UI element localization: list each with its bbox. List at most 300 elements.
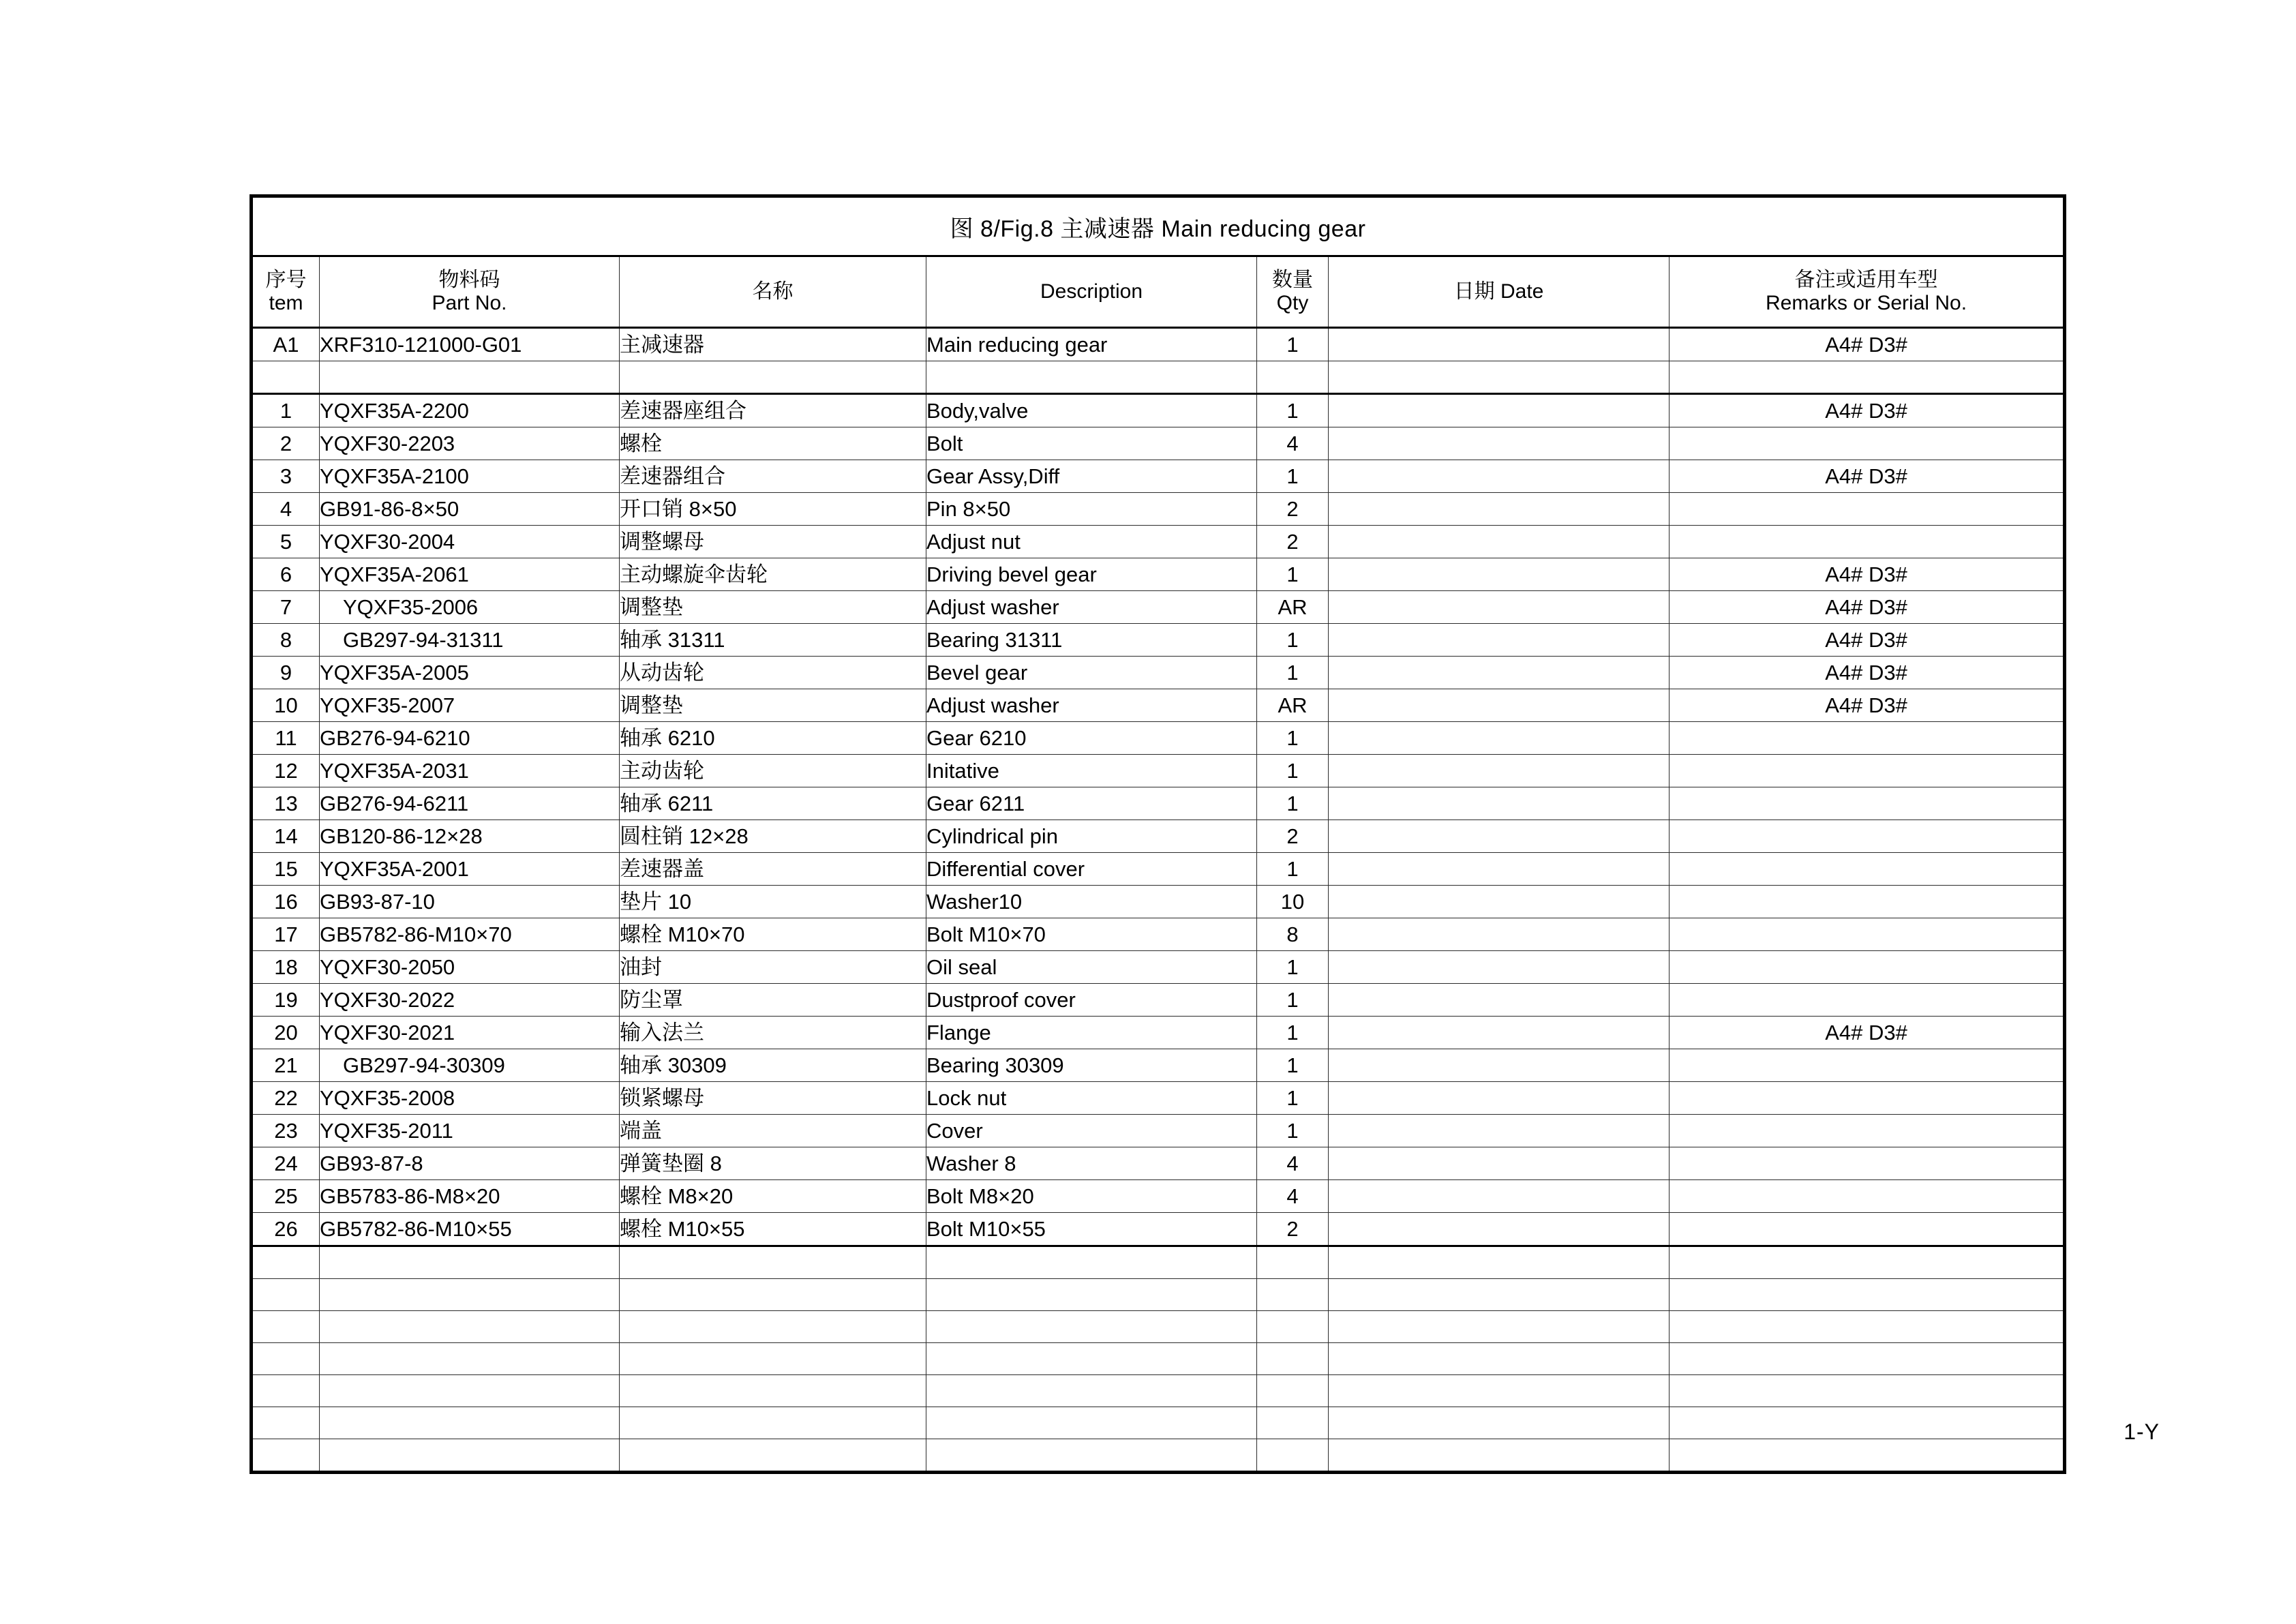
- cell-name: 开口销 8×50: [620, 493, 926, 526]
- cell-item: 20: [252, 1017, 320, 1049]
- cell-partno: GB93-87-8: [320, 1147, 620, 1180]
- cell-remarks: [1670, 918, 2065, 951]
- blank-cell: [320, 1407, 620, 1439]
- cell-name: 调整螺母: [620, 526, 926, 558]
- parts-table: [250, 194, 2066, 1474]
- cell-remarks: [1670, 493, 2065, 526]
- cell-qty: 4: [1257, 1180, 1329, 1213]
- cell-remarks: [1670, 951, 2065, 984]
- cell-name: 轴承 31311: [620, 624, 926, 657]
- parts-table-container: [250, 194, 2063, 1474]
- cell-date: [1329, 493, 1670, 526]
- blank-cell: [1329, 1375, 1670, 1407]
- cell-partno: YQXF30-2203: [320, 427, 620, 460]
- cell-desc: Differential cover: [926, 853, 1257, 886]
- cell-qty: 1: [1257, 558, 1329, 591]
- cell-desc: Gear 6211: [926, 787, 1257, 820]
- cell-date: [1329, 1082, 1670, 1115]
- spacer-cell: [620, 361, 926, 394]
- cell-name: 差速器盖: [620, 853, 926, 886]
- cell-partno: YQXF30-2022: [320, 984, 620, 1017]
- blank-cell: [320, 1279, 620, 1311]
- cell-qty: 1: [1257, 460, 1329, 493]
- cell-item: 15: [252, 853, 320, 886]
- cell-qty: 2: [1257, 493, 1329, 526]
- cell-partno: YQXF35A-2031: [320, 755, 620, 787]
- cell-partno: GB297-94-30309: [320, 1049, 620, 1082]
- column-header-label: Description: [1040, 280, 1143, 303]
- blank-cell: [926, 1279, 1257, 1311]
- blank-cell: [620, 1279, 926, 1311]
- cell-item: 13: [252, 787, 320, 820]
- cell-desc: Cylindrical pin: [926, 820, 1257, 853]
- cell-name: 主动螺旋伞齿轮: [620, 558, 926, 591]
- cell-qty: 1: [1257, 722, 1329, 755]
- cell-date: [1329, 755, 1670, 787]
- column-header-cn: 备注或适用车型: [1794, 269, 1938, 292]
- column-header-label: 日期 Date: [1453, 280, 1544, 303]
- table-row: [252, 1180, 2065, 1213]
- blank-cell: [252, 1343, 320, 1375]
- cell-qty: 1: [1257, 1017, 1329, 1049]
- cell-desc: Bevel gear: [926, 657, 1257, 689]
- cell-qty: 4: [1257, 427, 1329, 460]
- cell-qty: 1: [1257, 984, 1329, 1017]
- cell-item: A1: [252, 328, 320, 361]
- cell-item: 19: [252, 984, 320, 1017]
- table-row: [252, 558, 2065, 591]
- cell-desc: Washer10: [926, 886, 1257, 918]
- column-header-en: tem: [269, 292, 303, 314]
- cell-date: [1329, 1017, 1670, 1049]
- blank-cell: [1257, 1311, 1329, 1343]
- spacer-cell: [926, 361, 1257, 394]
- cell-remarks: [1670, 1180, 2065, 1213]
- cell-partno: YQXF35A-2100: [320, 460, 620, 493]
- cell-name: 轴承 6210: [620, 722, 926, 755]
- cell-partno: YQXF35A-2061: [320, 558, 620, 591]
- column-header-desc: [926, 256, 1257, 328]
- cell-date: [1329, 787, 1670, 820]
- table-row: [252, 1213, 2065, 1246]
- cell-desc: Washer 8: [926, 1147, 1257, 1180]
- cell-desc: Gear 6210: [926, 722, 1257, 755]
- cell-remarks: [1670, 820, 2065, 853]
- blank-cell: [252, 1439, 320, 1473]
- blank-cell: [1670, 1343, 2065, 1375]
- cell-remarks: A4# D3#: [1670, 460, 2065, 493]
- column-header-cn: 数量: [1272, 269, 1313, 292]
- cell-date: [1329, 689, 1670, 722]
- cell-name: 螺栓: [620, 427, 926, 460]
- cell-desc: Bolt: [926, 427, 1257, 460]
- cell-remarks: [1670, 1147, 2065, 1180]
- cell-item: 24: [252, 1147, 320, 1180]
- cell-date: [1329, 1213, 1670, 1246]
- cell-date: [1329, 657, 1670, 689]
- blank-cell: [1257, 1343, 1329, 1375]
- cell-date: [1329, 1180, 1670, 1213]
- cell-qty: 1: [1257, 951, 1329, 984]
- cell-item: 12: [252, 755, 320, 787]
- cell-name: 轴承 30309: [620, 1049, 926, 1082]
- blank-cell: [620, 1343, 926, 1375]
- table-row: [252, 1049, 2065, 1082]
- cell-remarks: [1670, 526, 2065, 558]
- cell-remarks: [1670, 1082, 2065, 1115]
- cell-qty: 1: [1257, 328, 1329, 361]
- cell-remarks: A4# D3#: [1670, 328, 2065, 361]
- table-row: [252, 1017, 2065, 1049]
- column-header-qty: [1257, 256, 1329, 328]
- cell-item: 14: [252, 820, 320, 853]
- table-row: [252, 427, 2065, 460]
- cell-partno: YQXF35-2008: [320, 1082, 620, 1115]
- spacer-row: [252, 361, 2065, 394]
- table-row: [252, 526, 2065, 558]
- cell-partno: GB5783-86-M8×20: [320, 1180, 620, 1213]
- blank-cell: [926, 1439, 1257, 1473]
- cell-desc: Dustproof cover: [926, 984, 1257, 1017]
- cell-name: 端盖: [620, 1115, 926, 1147]
- cell-qty: 1: [1257, 787, 1329, 820]
- cell-partno: GB5782-86-M10×55: [320, 1213, 620, 1246]
- cell-desc: Initative: [926, 755, 1257, 787]
- table-row: [252, 493, 2065, 526]
- cell-name: 螺栓 M10×70: [620, 918, 926, 951]
- cell-item: 8: [252, 624, 320, 657]
- table-title-cell: [252, 196, 2065, 256]
- cell-name: 轴承 6211: [620, 787, 926, 820]
- cell-remarks: [1670, 984, 2065, 1017]
- table-row: [252, 853, 2065, 886]
- cell-partno: YQXF30-2004: [320, 526, 620, 558]
- blank-cell: [1670, 1246, 2065, 1279]
- table-title-row: [252, 196, 2065, 256]
- cell-qty: 2: [1257, 526, 1329, 558]
- cell-name: 主减速器: [620, 328, 926, 361]
- column-header-en: Remarks or Serial No.: [1765, 292, 1967, 314]
- blank-cell: [1329, 1439, 1670, 1473]
- blank-cell: [1670, 1375, 2065, 1407]
- blank-cell: [252, 1375, 320, 1407]
- blank-cell: [926, 1311, 1257, 1343]
- table-row: [252, 722, 2065, 755]
- column-header-remarks: [1670, 256, 2065, 328]
- cell-partno: YQXF35A-2001: [320, 853, 620, 886]
- cell-date: [1329, 1147, 1670, 1180]
- cell-name: 防尘罩: [620, 984, 926, 1017]
- blank-cell: [1329, 1311, 1670, 1343]
- blank-cell: [1670, 1407, 2065, 1439]
- column-header-cn: 序号: [265, 269, 307, 292]
- blank-cell: [1257, 1279, 1329, 1311]
- cell-item: 25: [252, 1180, 320, 1213]
- cell-desc: Body,valve: [926, 394, 1257, 427]
- cell-date: [1329, 951, 1670, 984]
- column-header-en: Part No.: [432, 292, 507, 314]
- cell-remarks: [1670, 1049, 2065, 1082]
- blank-cell: [620, 1311, 926, 1343]
- cell-item: 5: [252, 526, 320, 558]
- cell-date: [1329, 460, 1670, 493]
- column-header-cn: 物料码: [438, 269, 500, 292]
- cell-remarks: A4# D3#: [1670, 1017, 2065, 1049]
- cell-partno: GB297-94-31311: [320, 624, 620, 657]
- cell-date: [1329, 328, 1670, 361]
- cell-name: 输入法兰: [620, 1017, 926, 1049]
- cell-partno: GB5782-86-M10×70: [320, 918, 620, 951]
- table-row: [252, 886, 2065, 918]
- cell-desc: Pin 8×50: [926, 493, 1257, 526]
- cell-desc: Flange: [926, 1017, 1257, 1049]
- blank-row: [252, 1375, 2065, 1407]
- cell-qty: 1: [1257, 657, 1329, 689]
- blank-cell: [252, 1246, 320, 1279]
- cell-qty: 2: [1257, 1213, 1329, 1246]
- table-row: [252, 460, 2065, 493]
- cell-qty: 1: [1257, 394, 1329, 427]
- cell-partno: GB91-86-8×50: [320, 493, 620, 526]
- cell-qty: 1: [1257, 1115, 1329, 1147]
- cell-item: 23: [252, 1115, 320, 1147]
- cell-remarks: [1670, 886, 2065, 918]
- cell-remarks: [1670, 1213, 2065, 1246]
- cell-date: [1329, 853, 1670, 886]
- cell-remarks: [1670, 755, 2065, 787]
- cell-item: 22: [252, 1082, 320, 1115]
- cell-remarks: [1670, 853, 2065, 886]
- table-row: [252, 951, 2065, 984]
- document-title: 图 8/Fig.8 主减速器 Main reducing gear: [950, 215, 1366, 242]
- cell-item: 18: [252, 951, 320, 984]
- cell-desc: Adjust washer: [926, 689, 1257, 722]
- blank-row: [252, 1311, 2065, 1343]
- blank-cell: [320, 1343, 620, 1375]
- cell-desc: Adjust washer: [926, 591, 1257, 624]
- blank-cell: [1329, 1279, 1670, 1311]
- cell-name: 螺栓 M8×20: [620, 1180, 926, 1213]
- cell-item: 10: [252, 689, 320, 722]
- cell-qty: 4: [1257, 1147, 1329, 1180]
- cell-item: 3: [252, 460, 320, 493]
- cell-qty: 1: [1257, 1049, 1329, 1082]
- blank-cell: [252, 1311, 320, 1343]
- cell-item: 1: [252, 394, 320, 427]
- blank-cell: [1670, 1439, 2065, 1473]
- blank-row: [252, 1343, 2065, 1375]
- cell-remarks: A4# D3#: [1670, 591, 2065, 624]
- table-row: [252, 1115, 2065, 1147]
- cell-item: 2: [252, 427, 320, 460]
- cell-remarks: [1670, 787, 2065, 820]
- column-header-name: [620, 256, 926, 328]
- cell-remarks: [1670, 1115, 2065, 1147]
- cell-desc: Cover: [926, 1115, 1257, 1147]
- spacer-cell: [320, 361, 620, 394]
- blank-cell: [926, 1407, 1257, 1439]
- blank-cell: [1257, 1407, 1329, 1439]
- blank-cell: [620, 1407, 926, 1439]
- column-header-partno: [320, 256, 620, 328]
- cell-remarks: A4# D3#: [1670, 657, 2065, 689]
- cell-desc: Lock nut: [926, 1082, 1257, 1115]
- cell-name: 圆柱销 12×28: [620, 820, 926, 853]
- spacer-cell: [1670, 361, 2065, 394]
- cell-partno: YQXF35A-2200: [320, 394, 620, 427]
- cell-item: 9: [252, 657, 320, 689]
- cell-date: [1329, 1115, 1670, 1147]
- blank-cell: [1257, 1246, 1329, 1279]
- cell-qty: 8: [1257, 918, 1329, 951]
- cell-date: [1329, 427, 1670, 460]
- cell-date: [1329, 820, 1670, 853]
- table-row: [252, 787, 2065, 820]
- table-row: [252, 657, 2065, 689]
- column-header-label: 名称: [752, 280, 794, 303]
- table-row: [252, 820, 2065, 853]
- cell-name: 螺栓 M10×55: [620, 1213, 926, 1246]
- cell-qty: 2: [1257, 820, 1329, 853]
- blank-cell: [320, 1439, 620, 1473]
- cell-desc: Gear Assy,Diff: [926, 460, 1257, 493]
- cell-qty: 1: [1257, 755, 1329, 787]
- blank-cell: [320, 1375, 620, 1407]
- cell-name: 主动齿轮: [620, 755, 926, 787]
- table-header-row: [252, 256, 2065, 328]
- blank-row: [252, 1439, 2065, 1473]
- cell-item: 4: [252, 493, 320, 526]
- cell-date: [1329, 558, 1670, 591]
- blank-cell: [320, 1311, 620, 1343]
- cell-name: 差速器组合: [620, 460, 926, 493]
- cell-partno: GB120-86-12×28: [320, 820, 620, 853]
- cell-qty: 10: [1257, 886, 1329, 918]
- cell-date: [1329, 591, 1670, 624]
- blank-cell: [926, 1375, 1257, 1407]
- table-row: [252, 624, 2065, 657]
- cell-date: [1329, 722, 1670, 755]
- cell-remarks: [1670, 427, 2065, 460]
- cell-partno: YQXF35-2007: [320, 689, 620, 722]
- cell-name: 从动齿轮: [620, 657, 926, 689]
- cell-partno: GB276-94-6210: [320, 722, 620, 755]
- cell-partno: GB276-94-6211: [320, 787, 620, 820]
- spacer-cell: [1329, 361, 1670, 394]
- blank-cell: [620, 1246, 926, 1279]
- cell-desc: Bolt M10×70: [926, 918, 1257, 951]
- cell-name: 调整垫: [620, 689, 926, 722]
- cell-date: [1329, 1049, 1670, 1082]
- cell-partno: YQXF35-2011: [320, 1115, 620, 1147]
- cell-item: 6: [252, 558, 320, 591]
- cell-qty: 1: [1257, 853, 1329, 886]
- cell-name: 差速器座组合: [620, 394, 926, 427]
- cell-desc: Adjust nut: [926, 526, 1257, 558]
- table-row: [252, 689, 2065, 722]
- blank-cell: [926, 1343, 1257, 1375]
- cell-partno: YQXF35-2006: [320, 591, 620, 624]
- cell-date: [1329, 394, 1670, 427]
- cell-desc: Main reducing gear: [926, 328, 1257, 361]
- cell-partno: GB93-87-10: [320, 886, 620, 918]
- blank-cell: [926, 1246, 1257, 1279]
- cell-remarks: A4# D3#: [1670, 689, 2065, 722]
- cell-item: 17: [252, 918, 320, 951]
- blank-row: [252, 1407, 2065, 1439]
- cell-remarks: A4# D3#: [1670, 558, 2065, 591]
- cell-desc: Bearing 31311: [926, 624, 1257, 657]
- cell-name: 弹簧垫圈 8: [620, 1147, 926, 1180]
- blank-cell: [620, 1375, 926, 1407]
- cell-date: [1329, 918, 1670, 951]
- cell-item: 11: [252, 722, 320, 755]
- cell-desc: Bolt M8×20: [926, 1180, 1257, 1213]
- cell-item: 16: [252, 886, 320, 918]
- page-number: 1-Y: [2124, 1419, 2160, 1444]
- cell-remarks: [1670, 722, 2065, 755]
- table-row: [252, 591, 2065, 624]
- blank-cell: [1329, 1246, 1670, 1279]
- table-row: [252, 918, 2065, 951]
- cell-name: 油封: [620, 951, 926, 984]
- blank-row: [252, 1279, 2065, 1311]
- blank-cell: [252, 1279, 320, 1311]
- column-header-item: [252, 256, 320, 328]
- cell-desc: Driving bevel gear: [926, 558, 1257, 591]
- table-row: [252, 755, 2065, 787]
- blank-row: [252, 1246, 2065, 1279]
- assembly-row: [252, 328, 2065, 361]
- cell-item: 26: [252, 1213, 320, 1246]
- table-row: [252, 1082, 2065, 1115]
- cell-qty: 1: [1257, 624, 1329, 657]
- table-row: [252, 1147, 2065, 1180]
- cell-date: [1329, 984, 1670, 1017]
- column-header-date: [1329, 256, 1670, 328]
- blank-cell: [1257, 1375, 1329, 1407]
- spacer-cell: [252, 361, 320, 394]
- blank-cell: [1670, 1279, 2065, 1311]
- cell-partno: YQXF30-2021: [320, 1017, 620, 1049]
- table-row: [252, 984, 2065, 1017]
- cell-remarks: A4# D3#: [1670, 394, 2065, 427]
- cell-item: 7: [252, 591, 320, 624]
- cell-desc: Bearing 30309: [926, 1049, 1257, 1082]
- cell-desc: Oil seal: [926, 951, 1257, 984]
- cell-name: 锁紧螺母: [620, 1082, 926, 1115]
- cell-desc: Bolt M10×55: [926, 1213, 1257, 1246]
- blank-cell: [1329, 1343, 1670, 1375]
- cell-qty: AR: [1257, 689, 1329, 722]
- cell-qty: 1: [1257, 1082, 1329, 1115]
- spacer-cell: [1257, 361, 1329, 394]
- cell-partno: YQXF30-2050: [320, 951, 620, 984]
- blank-cell: [320, 1246, 620, 1279]
- column-header-en: Qty: [1276, 292, 1309, 314]
- blank-cell: [620, 1439, 926, 1473]
- cell-item: 21: [252, 1049, 320, 1082]
- table-row: [252, 394, 2065, 427]
- blank-cell: [1257, 1439, 1329, 1473]
- blank-cell: [252, 1407, 320, 1439]
- cell-date: [1329, 624, 1670, 657]
- blank-cell: [1670, 1311, 2065, 1343]
- cell-qty: AR: [1257, 591, 1329, 624]
- cell-partno: XRF310-121000-G01: [320, 328, 620, 361]
- cell-date: [1329, 526, 1670, 558]
- cell-name: 垫片 10: [620, 886, 926, 918]
